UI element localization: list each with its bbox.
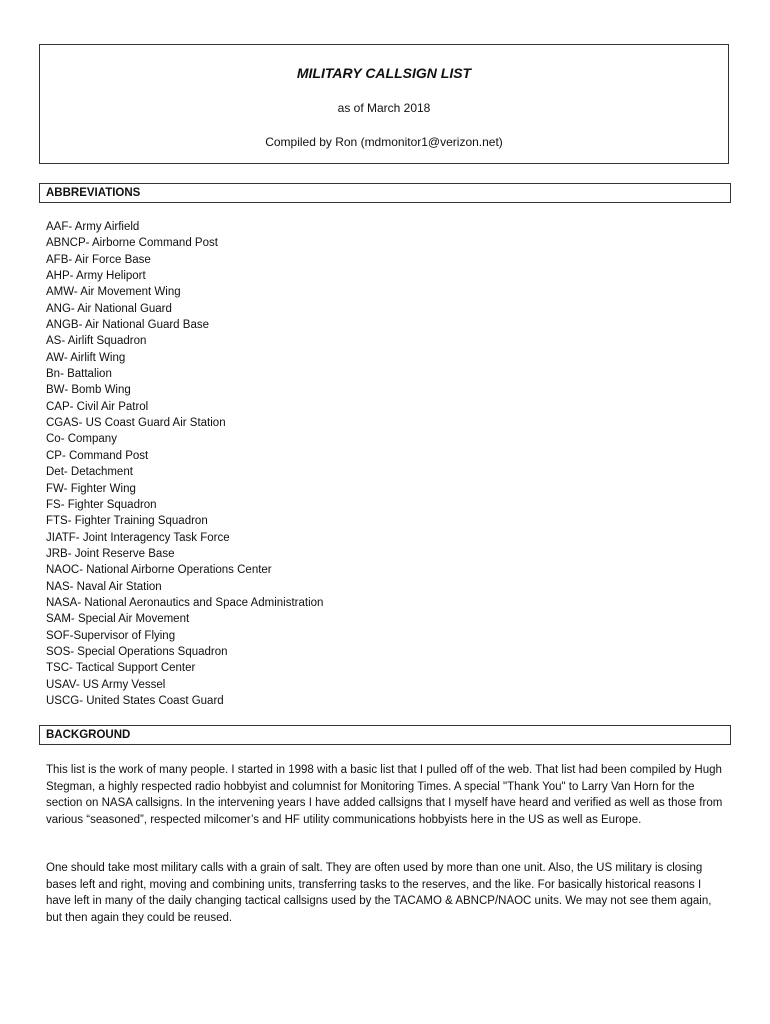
background-paragraph-2: One should take most military calls with a grain of salt. They are often used by more than one unit. Also, the US military is closing bases left and right, moving and combining units, transferring tasks to the reserves, and the like. For basically historical reasons I have left in many of the daily changing tactical callsigns used by the TACAMO & ABNCP/NAOC units. We may not see them again, but then again they could be reused. <box>46 862 712 924</box>
list-item: FW- Fighter Wing <box>46 482 136 495</box>
list-item: SOS- Special Operations Squadron <box>46 645 228 658</box>
list-item: JRB- Joint Reserve Base <box>46 547 175 560</box>
list-item: AS- Airlift Squadron <box>46 335 147 348</box>
list-item: CGAS- US Coast Guard Air Station <box>46 417 226 430</box>
list-item: Co- Company <box>46 433 117 446</box>
list-item: AAF- Army Airfield <box>46 221 140 233</box>
list-item: FS- Fighter Squadron <box>46 498 157 511</box>
abbreviations-list <box>46 219 323 709</box>
list-item: AFB- Air Force Base <box>46 253 151 266</box>
list-item: SAM- Special Air Movement <box>46 613 190 626</box>
list-item: AHP- Army Heliport <box>46 270 146 283</box>
background-paragraph-1: This list is the work of many people. I started in 1998 with a basic list that I pulled off of the web. That list had been compiled by Hugh Stegman, a highly respected radio hobbyist and columnist for Monitoring Times. A special "Thank You" to Larry Van Horn for the section on NASA callsigns. In the intervening years I have added callsigns that I myself have heard and verified as well as those from various “seasoned”, respected milcomer’s and HF utility communications hobbyists here in the US as well as Europe. <box>46 764 723 826</box>
list-item: ANG- Air National Guard <box>46 302 172 315</box>
document-date: as of March 2018 <box>337 101 431 115</box>
list-item: Det- Detachment <box>46 466 133 479</box>
background-heading: BACKGROUND <box>39 725 731 745</box>
list-item: ANGB- Air National Guard Base <box>46 319 209 332</box>
list-item: Bn- Battalion <box>46 368 112 381</box>
list-item: SOF-Supervisor of Flying <box>46 629 176 642</box>
list-item: CAP- Civil Air Patrol <box>46 400 149 413</box>
list-item: TSC- Tactical Support Center <box>46 662 196 675</box>
abbreviations-heading: ABBREVIATIONS <box>39 183 731 203</box>
list-item: NASA- National Aeronautics and Space Administration <box>46 596 324 609</box>
list-item: AMW- Air Movement Wing <box>46 286 181 299</box>
list-item: USCG- United States Coast Guard <box>46 694 224 707</box>
list-item: FTS- Fighter Training Squadron <box>46 515 208 528</box>
title-box <box>39 44 729 164</box>
compiler-line: Compiled by Ron (mdmonitor1@verizon.net) <box>265 135 503 149</box>
list-item: BW- Bomb Wing <box>46 384 131 397</box>
document-title: MILITARY CALLSIGN LIST <box>296 65 472 81</box>
list-item: JIATF- Joint Interagency Task Force <box>46 531 230 544</box>
list-item: CP- Command Post <box>46 449 149 462</box>
list-item: NAS- Naval Air Station <box>46 580 162 593</box>
list-item: AW- Airlift Wing <box>46 351 126 364</box>
list-item: NAOC- National Airborne Operations Center <box>46 564 272 577</box>
list-item: ABNCP- Airborne Command Post <box>46 237 218 250</box>
list-item: USAV- US Army Vessel <box>46 678 166 691</box>
